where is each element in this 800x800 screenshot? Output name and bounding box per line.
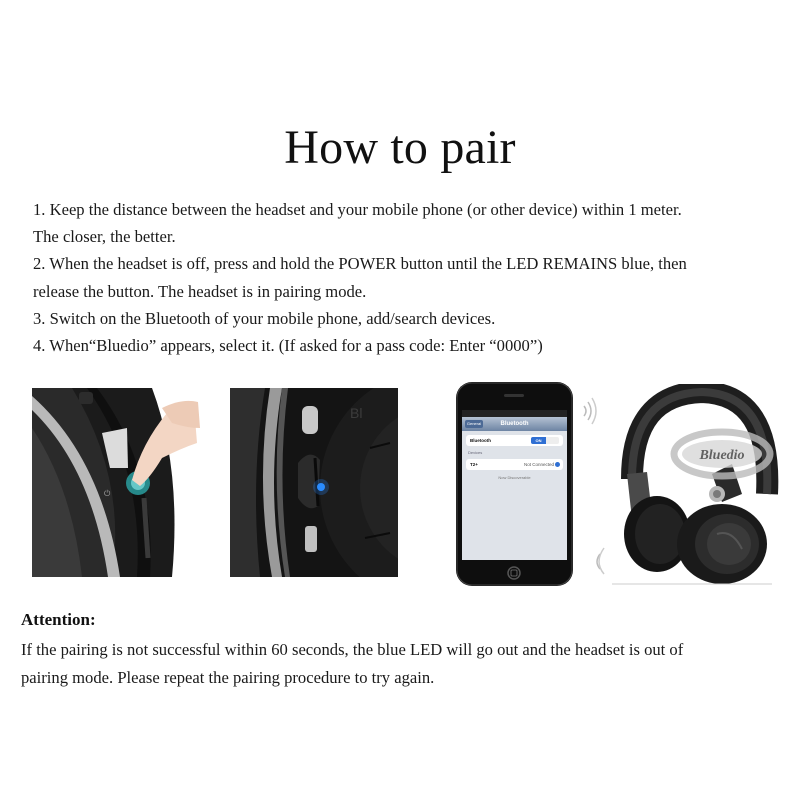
headset-illustration bbox=[592, 384, 788, 589]
phone-screen bbox=[462, 410, 567, 560]
attention-heading: Attention: bbox=[21, 610, 96, 629]
page-title: How to pair bbox=[284, 121, 516, 174]
bluetooth-toggle[interactable]: ON bbox=[531, 437, 559, 444]
discoverable-text: Now Discoverable bbox=[498, 475, 531, 480]
step-4: 4. When“Bluedio” appears, select it. (If asked for a pass code: Enter “0000”) bbox=[33, 336, 543, 356]
attention-body bbox=[21, 636, 781, 692]
device-name: T2+ bbox=[470, 462, 478, 467]
led-illustration bbox=[230, 388, 398, 577]
led-blue-photo bbox=[230, 388, 398, 577]
step-2-line-1: 2. When the headset is off, press and hold the POWER button until the LED REMAINS blue, then bbox=[33, 254, 687, 274]
step-3: 3. Switch on the Bluetooth of your mobile phone, add/search devices. bbox=[33, 308, 496, 328]
press-power-illustration bbox=[32, 388, 200, 577]
step-1-line-1: 1. Keep the distance between the headset and your mobile phone (or other device) within 1 meter. bbox=[33, 200, 682, 219]
attention-line-1: If the pairing is not successful within 60 seconds, the blue LED will go out and the headset is out of bbox=[21, 640, 684, 659]
pairing-steps bbox=[33, 196, 773, 359]
device-status: Not Connected bbox=[523, 462, 554, 467]
screen-title: Bluetooth bbox=[500, 421, 529, 427]
svg-text:Bluedio: Bluedio bbox=[699, 448, 745, 463]
back-button[interactable]: General bbox=[466, 421, 482, 426]
devices-label: Devices bbox=[468, 450, 483, 455]
bluetooth-row bbox=[466, 435, 563, 446]
step-2-line-2: release the button. The headset is in pairing mode. bbox=[33, 281, 367, 301]
bluetooth-row-label: Bluetooth bbox=[470, 438, 491, 443]
device-row[interactable] bbox=[466, 459, 563, 470]
phone-photo bbox=[452, 380, 577, 588]
headset-photo bbox=[592, 384, 788, 589]
press-power-photo bbox=[32, 388, 200, 577]
step-1-line-2: The closer, the better. bbox=[33, 227, 176, 247]
info-icon[interactable] bbox=[555, 462, 560, 467]
phone-nav-bar bbox=[462, 417, 567, 431]
attention-line-2: pairing mode. Please repeat the pairing procedure to try again. bbox=[21, 668, 435, 687]
svg-text:Bl: Bl bbox=[350, 405, 363, 421]
svg-text:⏻: ⏻ bbox=[104, 489, 111, 498]
phone-status-bar bbox=[462, 410, 567, 417]
